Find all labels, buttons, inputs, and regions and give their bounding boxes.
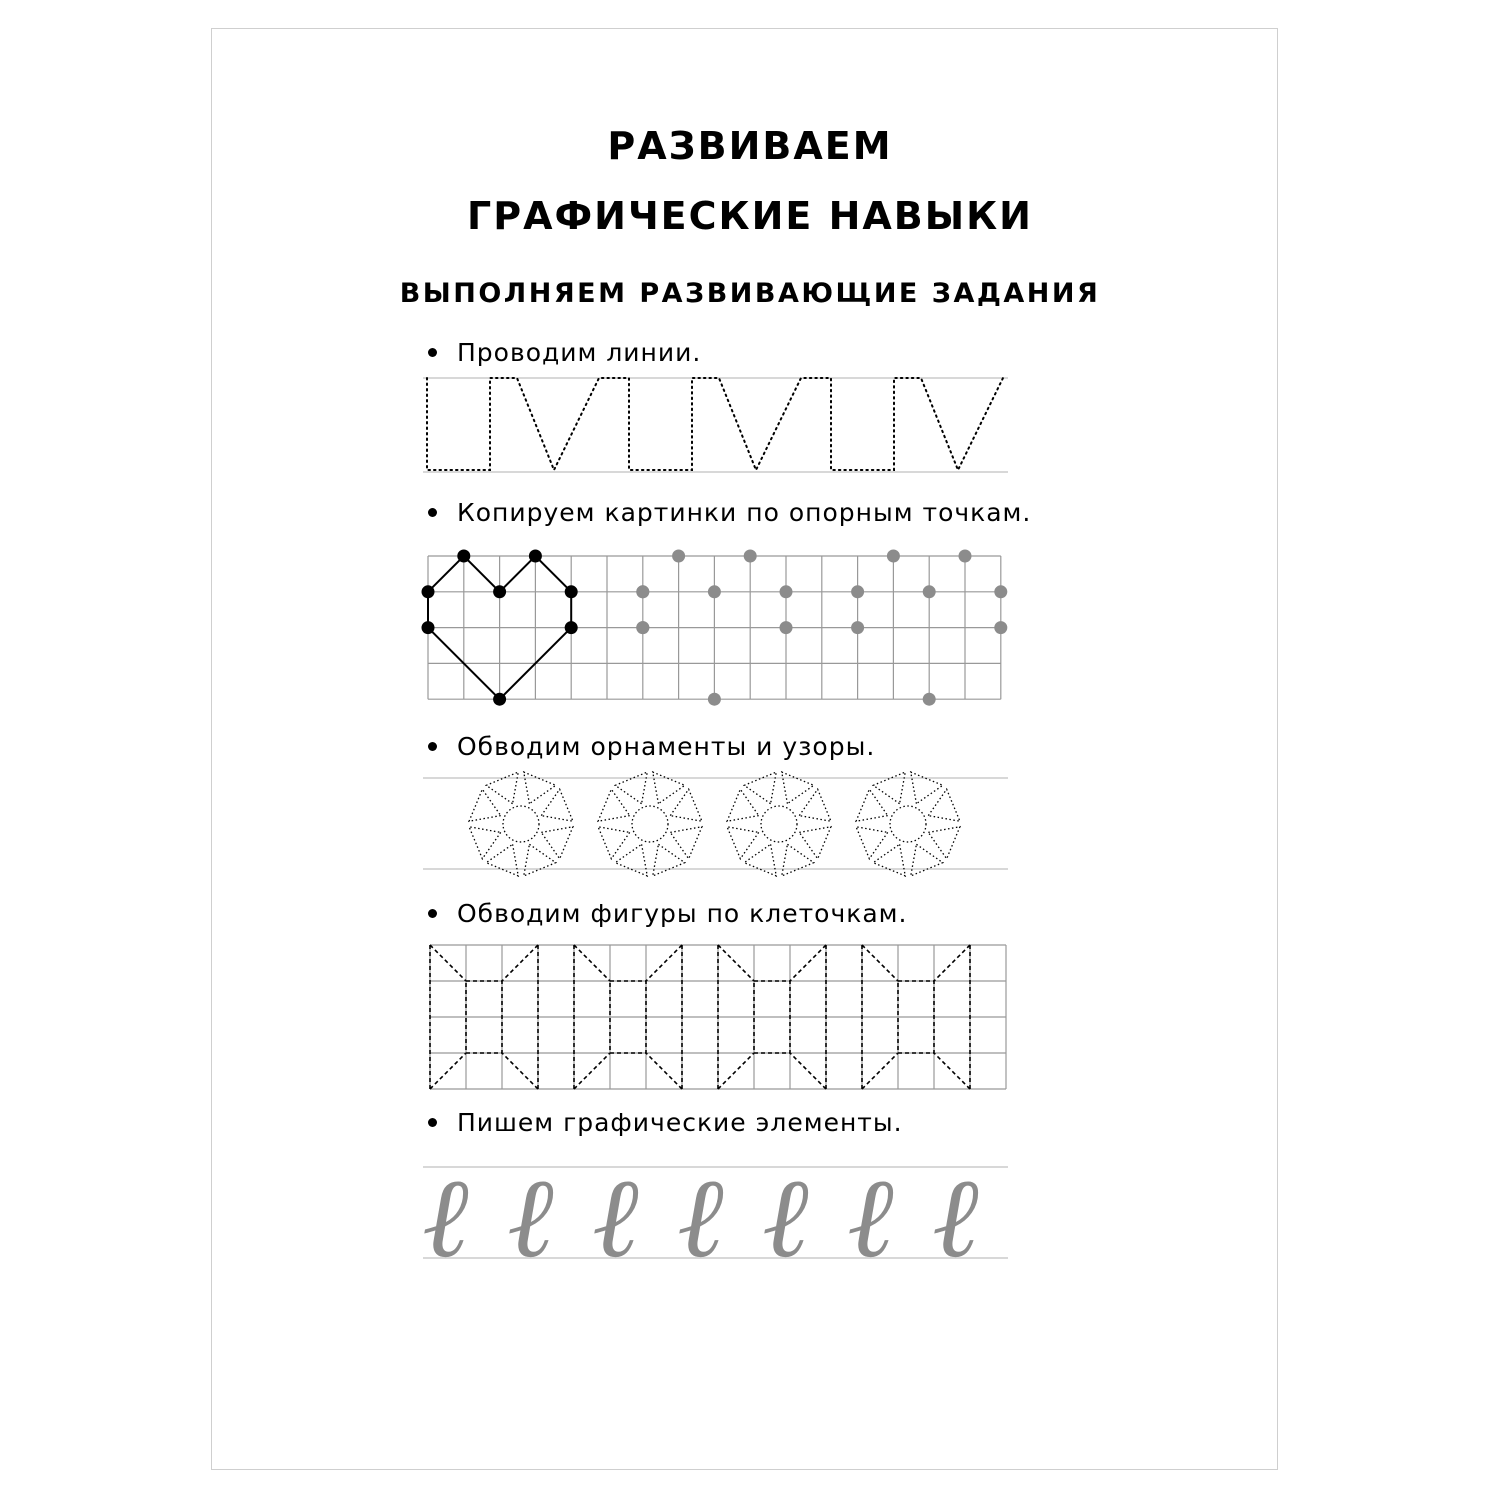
ornament-petal [469, 789, 501, 821]
ornament-petal [744, 844, 776, 876]
ornament-petal [541, 789, 573, 821]
ornament-petal [928, 789, 960, 821]
ornament-petal [469, 827, 501, 859]
heart-dot [529, 550, 542, 563]
heart-dot [565, 621, 578, 634]
ornament-petal [541, 827, 573, 859]
ornament-petal [911, 772, 943, 804]
task-5-label: Пишем графические элементы. [457, 1108, 903, 1137]
reference-dot [744, 550, 757, 563]
ornament-petal [782, 844, 814, 876]
ornament-petal [856, 827, 888, 859]
ornament-tracing-exercise[interactable] [423, 772, 1008, 876]
ornament-petal [615, 772, 647, 804]
heart-dot [457, 550, 470, 563]
ornament-petal [598, 827, 630, 859]
ornament-petal [670, 827, 702, 859]
page-subtitle: ВЫПОЛНЯЕМ РАЗВИВАЮЩИЕ ЗАДАНИЯ [399, 278, 1101, 309]
ornament-petal [653, 772, 685, 804]
reference-dot [636, 621, 649, 634]
heart-dot [565, 585, 578, 598]
reference-dot [780, 621, 793, 634]
ornament-petal [598, 789, 630, 821]
cursive-letter: ℓ [932, 1153, 979, 1283]
ornament-petal [653, 844, 685, 876]
task-1-label: Проводим линии. [457, 338, 702, 367]
task-2-label: Копируем картинки по опорным точкам. [457, 498, 1032, 527]
heart-dot [493, 585, 506, 598]
reference-dot [923, 585, 936, 598]
reference-dot [994, 585, 1007, 598]
ornament-petal [856, 789, 888, 821]
ornament-center-circle [890, 806, 926, 842]
ornament-petal [799, 789, 831, 821]
ornament-center-circle [632, 806, 668, 842]
ornament-petal [486, 772, 518, 804]
heart-dot [422, 585, 435, 598]
ornament-petal [670, 789, 702, 821]
ornament-center-circle [503, 806, 539, 842]
line-tracing-exercise[interactable] [423, 378, 1008, 472]
ornament-petal [782, 772, 814, 804]
ornament-petal [799, 827, 831, 859]
cursive-letter: ℓ [507, 1153, 554, 1283]
cursive-letter: ℓ [592, 1153, 639, 1283]
page-title-line2: ГРАФИЧЕСКИЕ НАВЫКИ [467, 194, 1033, 238]
ornament-petal [486, 844, 518, 876]
reference-dot [851, 621, 864, 634]
cursive-letter: ℓ [847, 1153, 894, 1283]
dot-copy-exercise[interactable] [422, 550, 1008, 706]
cursive-writing-exercise[interactable] [422, 1153, 1008, 1283]
reference-dot [994, 621, 1007, 634]
ornament-petal [911, 844, 943, 876]
reference-dot [851, 585, 864, 598]
reference-dot [708, 693, 721, 706]
ornament-petal [524, 772, 556, 804]
ornament-center-circle [761, 806, 797, 842]
reference-dot [959, 550, 972, 563]
cursive-letter: ℓ [422, 1153, 469, 1283]
cursive-letter: ℓ [677, 1153, 724, 1283]
cursive-letter: ℓ [762, 1153, 809, 1283]
ornament-petal [928, 827, 960, 859]
heart-dot [422, 621, 435, 634]
reference-dot [887, 550, 900, 563]
ornament-petal [524, 844, 556, 876]
ornament-petal [873, 844, 905, 876]
reference-dot [780, 585, 793, 598]
ornament-petal [727, 827, 759, 859]
ornament-petal [744, 772, 776, 804]
ornament-petal [727, 789, 759, 821]
reference-dot [672, 550, 685, 563]
task-3-label: Обводим орнаменты и узоры. [457, 732, 876, 761]
dotted-zigzag-line [427, 378, 1003, 470]
page-title-line1: РАЗВИВАЕМ [607, 124, 893, 168]
task-4-label: Обводим фигуры по клеточкам. [457, 899, 908, 928]
reference-dot [636, 585, 649, 598]
heart-dot [493, 693, 506, 706]
reference-dot [708, 585, 721, 598]
ornament-petal [873, 772, 905, 804]
ornament-petal [615, 844, 647, 876]
cell-figure-exercise[interactable] [430, 945, 1006, 1089]
reference-dot [923, 693, 936, 706]
